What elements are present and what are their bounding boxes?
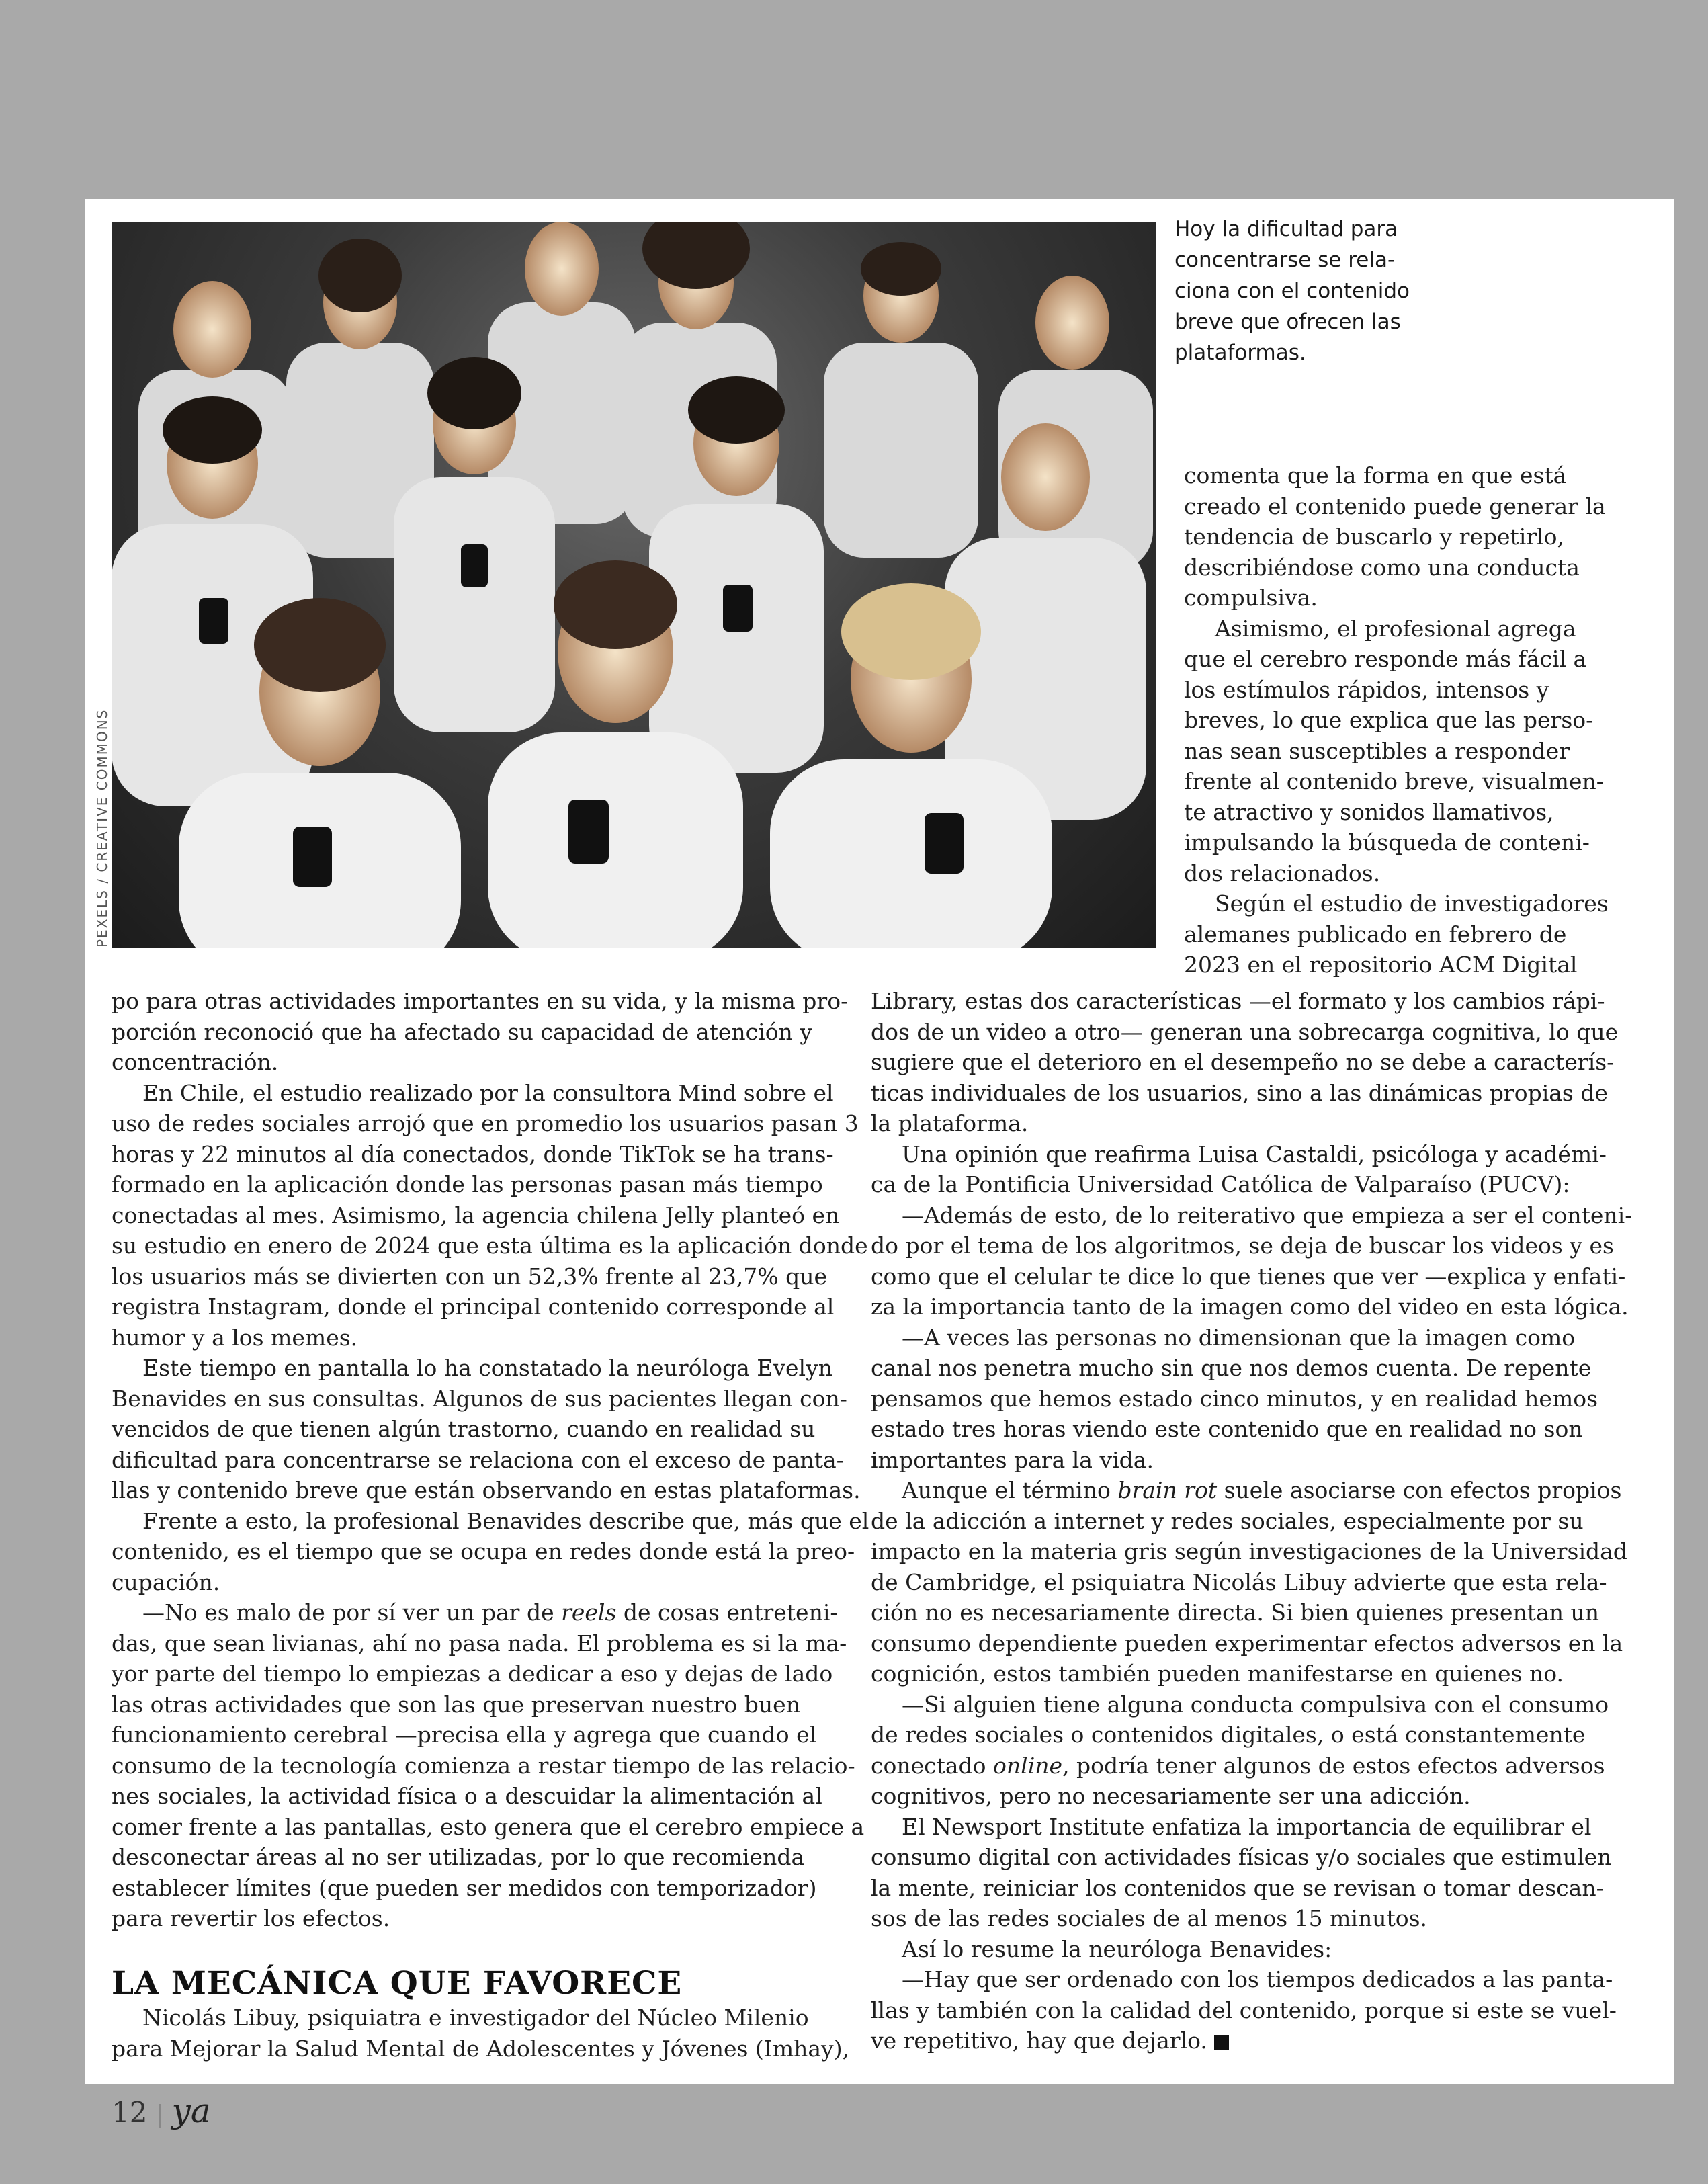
body-text-line: horas y 22 minutos al día conectados, donde TikTok se ha trans- <box>112 1140 834 1167</box>
body-text-line: como que el celular te dice lo que tienes que ver —explica y enfati- <box>871 1263 1626 1290</box>
body-text-line: la plataforma. <box>871 1110 1029 1136</box>
article-column-left <box>112 986 869 1934</box>
body-text-line: —Si alguien tiene alguna conducta compulsiva con el consumo <box>902 1691 1609 1718</box>
body-text-line: ción no es necesariamente directa. Si bien quienes presentan un <box>871 1599 1599 1626</box>
body-text-line: su estudio en enero de 2024 que esta última es la aplicación donde <box>112 1232 868 1259</box>
body-text-line: breves, lo que explica que las perso- <box>1184 707 1594 733</box>
body-text-line: En Chile, el estudio realizado por la consultora Mind sobre el <box>142 1079 834 1106</box>
body-text-line: canal nos penetra mucho sin que nos demos cuenta. De repente <box>871 1355 1592 1381</box>
body-text-line: sos de las redes sociales de al menos 15 minutos. <box>871 1905 1428 1931</box>
body-text-line: de la adicción a internet y redes sociales, especialmente por su <box>871 1507 1584 1534</box>
folio-separator: | <box>155 2101 164 2128</box>
body-text-line: vencidos de que tienen algún trastorno, cuando en realidad su <box>112 1416 816 1442</box>
page-folio <box>112 2091 211 2130</box>
body-text-line: —Hay que ser ordenado con los tiempos dedicados a las panta- <box>902 1966 1613 1992</box>
body-text-line: Este tiempo en pantalla lo ha constatado la neuróloga Evelyn <box>142 1355 832 1381</box>
body-text-line: dos de un video a otro— generan una sobrecarga cognitiva, lo que <box>871 1018 1619 1045</box>
body-text-line: cognición, estos también pueden manifestarse en quienes no. <box>871 1661 1564 1687</box>
body-text-line: impacto en la materia gris según investigaciones de la Universidad <box>871 1538 1627 1564</box>
body-text-line: funcionamiento cerebral —precisa ella y agrega que cuando el <box>112 1722 817 1748</box>
body-text-line: 2023 en el repositorio ACM Digital <box>1184 952 1578 978</box>
body-text-line: compulsiva. <box>1184 585 1318 611</box>
body-text-line: frente al contenido breve, visualmen- <box>1184 768 1604 794</box>
body-text-line: establecer límites (que pueden ser medidos con temporizador) <box>112 1874 817 1901</box>
body-text-line: yor parte del tiempo lo empiezas a dedicar a eso y dejas de lado <box>112 1661 833 1687</box>
body-text-line: porción reconoció que ha afectado su capacidad de atención y <box>112 1018 812 1045</box>
page-number: 12 <box>112 2096 148 2129</box>
body-text-line: Frente a esto, la profesional Benavides describe que, más que el <box>142 1507 869 1534</box>
body-text-line: Así lo resume la neuróloga Benavides: <box>902 1935 1332 1962</box>
body-text-line: ca de la Pontificia Universidad Católica de Valparaíso (PUCV): <box>871 1171 1570 1198</box>
body-text-line: za la importancia tanto de la imagen como del video en esta lógica. <box>871 1294 1629 1320</box>
body-text-line: comer frente a las pantallas, esto genera que el cerebro empiece a <box>112 1813 865 1840</box>
body-text-line: los usuarios más se divierten con un 52,3% frente al 23,7% que <box>112 1263 828 1290</box>
body-text-line: pensamos que hemos estado cinco minutos, y en realidad hemos <box>871 1385 1598 1412</box>
body-text-line: Benavides en sus consultas. Algunos de sus pacientes llegan con- <box>112 1385 847 1412</box>
body-text-line: cupación. <box>112 1568 220 1595</box>
caption-line: Hoy la dificultad para <box>1175 217 1398 241</box>
body-text-line: estado tres horas viendo este contenido que en realidad no son <box>871 1416 1583 1442</box>
body-text-line: para revertir los efectos. <box>112 1905 390 1931</box>
body-text-line: concentración. <box>112 1049 279 1075</box>
body-text-line: do por el tema de los algoritmos, se deja de buscar los videos y es <box>871 1232 1614 1259</box>
caption-line: ciona con el contenido <box>1175 279 1410 303</box>
section-heading: LA MECÁNICA QUE FAVORECE <box>112 1965 683 2002</box>
end-of-article-mark <box>1214 2035 1229 2050</box>
body-text-line: El Newsport Institute enfatiza la importancia de equilibrar el <box>902 1813 1592 1840</box>
photo-credit: PEXELS / CREATIVE COMMONS <box>94 708 110 948</box>
article-column-right <box>871 986 1633 2056</box>
body-text-line: humor y a los memes. <box>112 1324 358 1351</box>
article-photo <box>112 222 1156 948</box>
body-text-line: Library, estas dos características —el formato y los cambios rápi- <box>871 988 1605 1014</box>
body-text-line: consumo dependiente pueden experimentar efectos adversos en la <box>871 1630 1623 1656</box>
body-text-line: dificultad para concentrarse se relaciona con el exceso de panta- <box>112 1446 844 1473</box>
body-text-line: comenta que la forma en que está <box>1184 462 1567 489</box>
caption-line: plataformas. <box>1175 341 1306 365</box>
body-text-line: ve repetitivo, hay que dejarlo. <box>871 2025 1590 2056</box>
body-text-line: la mente, reiniciar los contenidos que se revisan o tomar descan- <box>871 1874 1604 1901</box>
body-text-line: para Mejorar la Salud Mental de Adolescentes y Jóvenes (Imhay), <box>112 2035 850 2062</box>
photo-caption <box>1175 214 1443 368</box>
body-text-line: contenido, es el tiempo que se ocupa en redes donde está la preo- <box>112 1538 855 1564</box>
body-text-line: —No es malo de por sí ver un par de reels de cosas entreteni- <box>142 1599 838 1626</box>
body-text-line: impulsando la búsqueda de conteni- <box>1184 829 1590 855</box>
body-text-line: importantes para la vida. <box>871 1446 1154 1473</box>
body-text-line: formado en la aplicación donde las personas pasan más tiempo <box>112 1171 823 1198</box>
body-text-line: describiéndose como una conducta <box>1184 554 1580 581</box>
body-text-line: de Cambridge, el psiquiatra Nicolás Libuy advierte que esta rela- <box>871 1568 1607 1595</box>
crowd-with-phones-illustration <box>112 222 1156 948</box>
body-text-line: llas y contenido breve que están observando en estas plataformas. <box>112 1477 861 1503</box>
body-text-line: consumo digital con actividades físicas y/o sociales que estimulen <box>871 1844 1612 1870</box>
body-text-line: Según el estudio de investigadores <box>1215 890 1609 917</box>
caption-line: concentrarse se rela- <box>1175 248 1396 272</box>
body-text-line: das, que sean livianas, ahí no pasa nada. El problema es si la ma- <box>112 1630 847 1656</box>
body-text-line: dos relacionados. <box>1184 859 1381 886</box>
article-column-left-continued <box>112 2003 850 2064</box>
body-text-line: que el cerebro responde más fácil a <box>1184 646 1587 672</box>
body-text-line: sugiere que el deterioro en el desempeño no se debe a caracterís- <box>871 1049 1615 1075</box>
body-text-line: Asimismo, el profesional agrega <box>1215 615 1576 642</box>
body-text-line: conectadas al mes. Asimismo, la agencia chilena Jelly planteó en <box>112 1202 840 1228</box>
body-text-line: —Además de esto, de lo reiterativo que empieza a ser el conteni- <box>902 1202 1633 1228</box>
body-text-line: llas y también con la calidad del contenido, porque si este se vuel- <box>871 1997 1617 2023</box>
body-text-line: tendencia de buscarlo y repetirlo, <box>1184 523 1565 550</box>
body-text-line: uso de redes sociales arrojó que en promedio los usuarios pasan 3 <box>112 1110 859 1136</box>
body-text-line: te atractivo y sonidos llamativos, <box>1184 798 1554 825</box>
body-text-line: po para otras actividades importantes en su vida, y la misma pro- <box>112 988 849 1014</box>
body-text-line: ticas individuales de los usuarios, sino a las dinámicas propias de <box>871 1079 1609 1106</box>
body-text-line: nas sean susceptibles a responder <box>1184 737 1570 764</box>
body-text-line: creado el contenido puede generar la <box>1184 493 1606 519</box>
magazine-logo: ya <box>171 2091 211 2130</box>
body-text-line: Una opinión que reafirma Luisa Castaldi, psicóloga y académi- <box>902 1140 1607 1167</box>
body-text-line: —A veces las personas no dimensionan que la imagen como <box>902 1324 1576 1351</box>
body-text-line: registra Instagram, donde el principal contenido corresponde al <box>112 1294 835 1320</box>
body-text-line: las otras actividades que son las que preservan nuestro buen <box>112 1691 800 1718</box>
body-text-line: alemanes publicado en febrero de <box>1184 921 1567 948</box>
body-text-line: de redes sociales o contenidos digitales, o está constantemente <box>871 1722 1586 1748</box>
article-column-right-top <box>1184 460 1609 980</box>
caption-line: breve que ofrecen las <box>1175 310 1401 334</box>
body-text-line: desconectar áreas al no ser utilizadas, por lo que recomienda <box>112 1844 805 1870</box>
body-text-line: los estímulos rápidos, intensos y <box>1184 676 1549 703</box>
body-text-line: Nicolás Libuy, psiquiatra e investigador del Núcleo Milenio <box>142 2005 809 2031</box>
body-text-line: Aunque el término brain rot suele asociarse con efectos propios <box>902 1477 1622 1503</box>
body-text-line: consumo de la tecnología comienza a restar tiempo de las relacio- <box>112 1752 855 1779</box>
body-text-line: nes sociales, la actividad física o a descuidar la alimentación al <box>112 1783 822 1809</box>
body-text-line: cognitivos, pero no necesariamente ser una adicción. <box>871 1783 1471 1809</box>
body-text-line: conectado online, podría tener algunos de estos efectos adversos <box>871 1752 1605 1779</box>
